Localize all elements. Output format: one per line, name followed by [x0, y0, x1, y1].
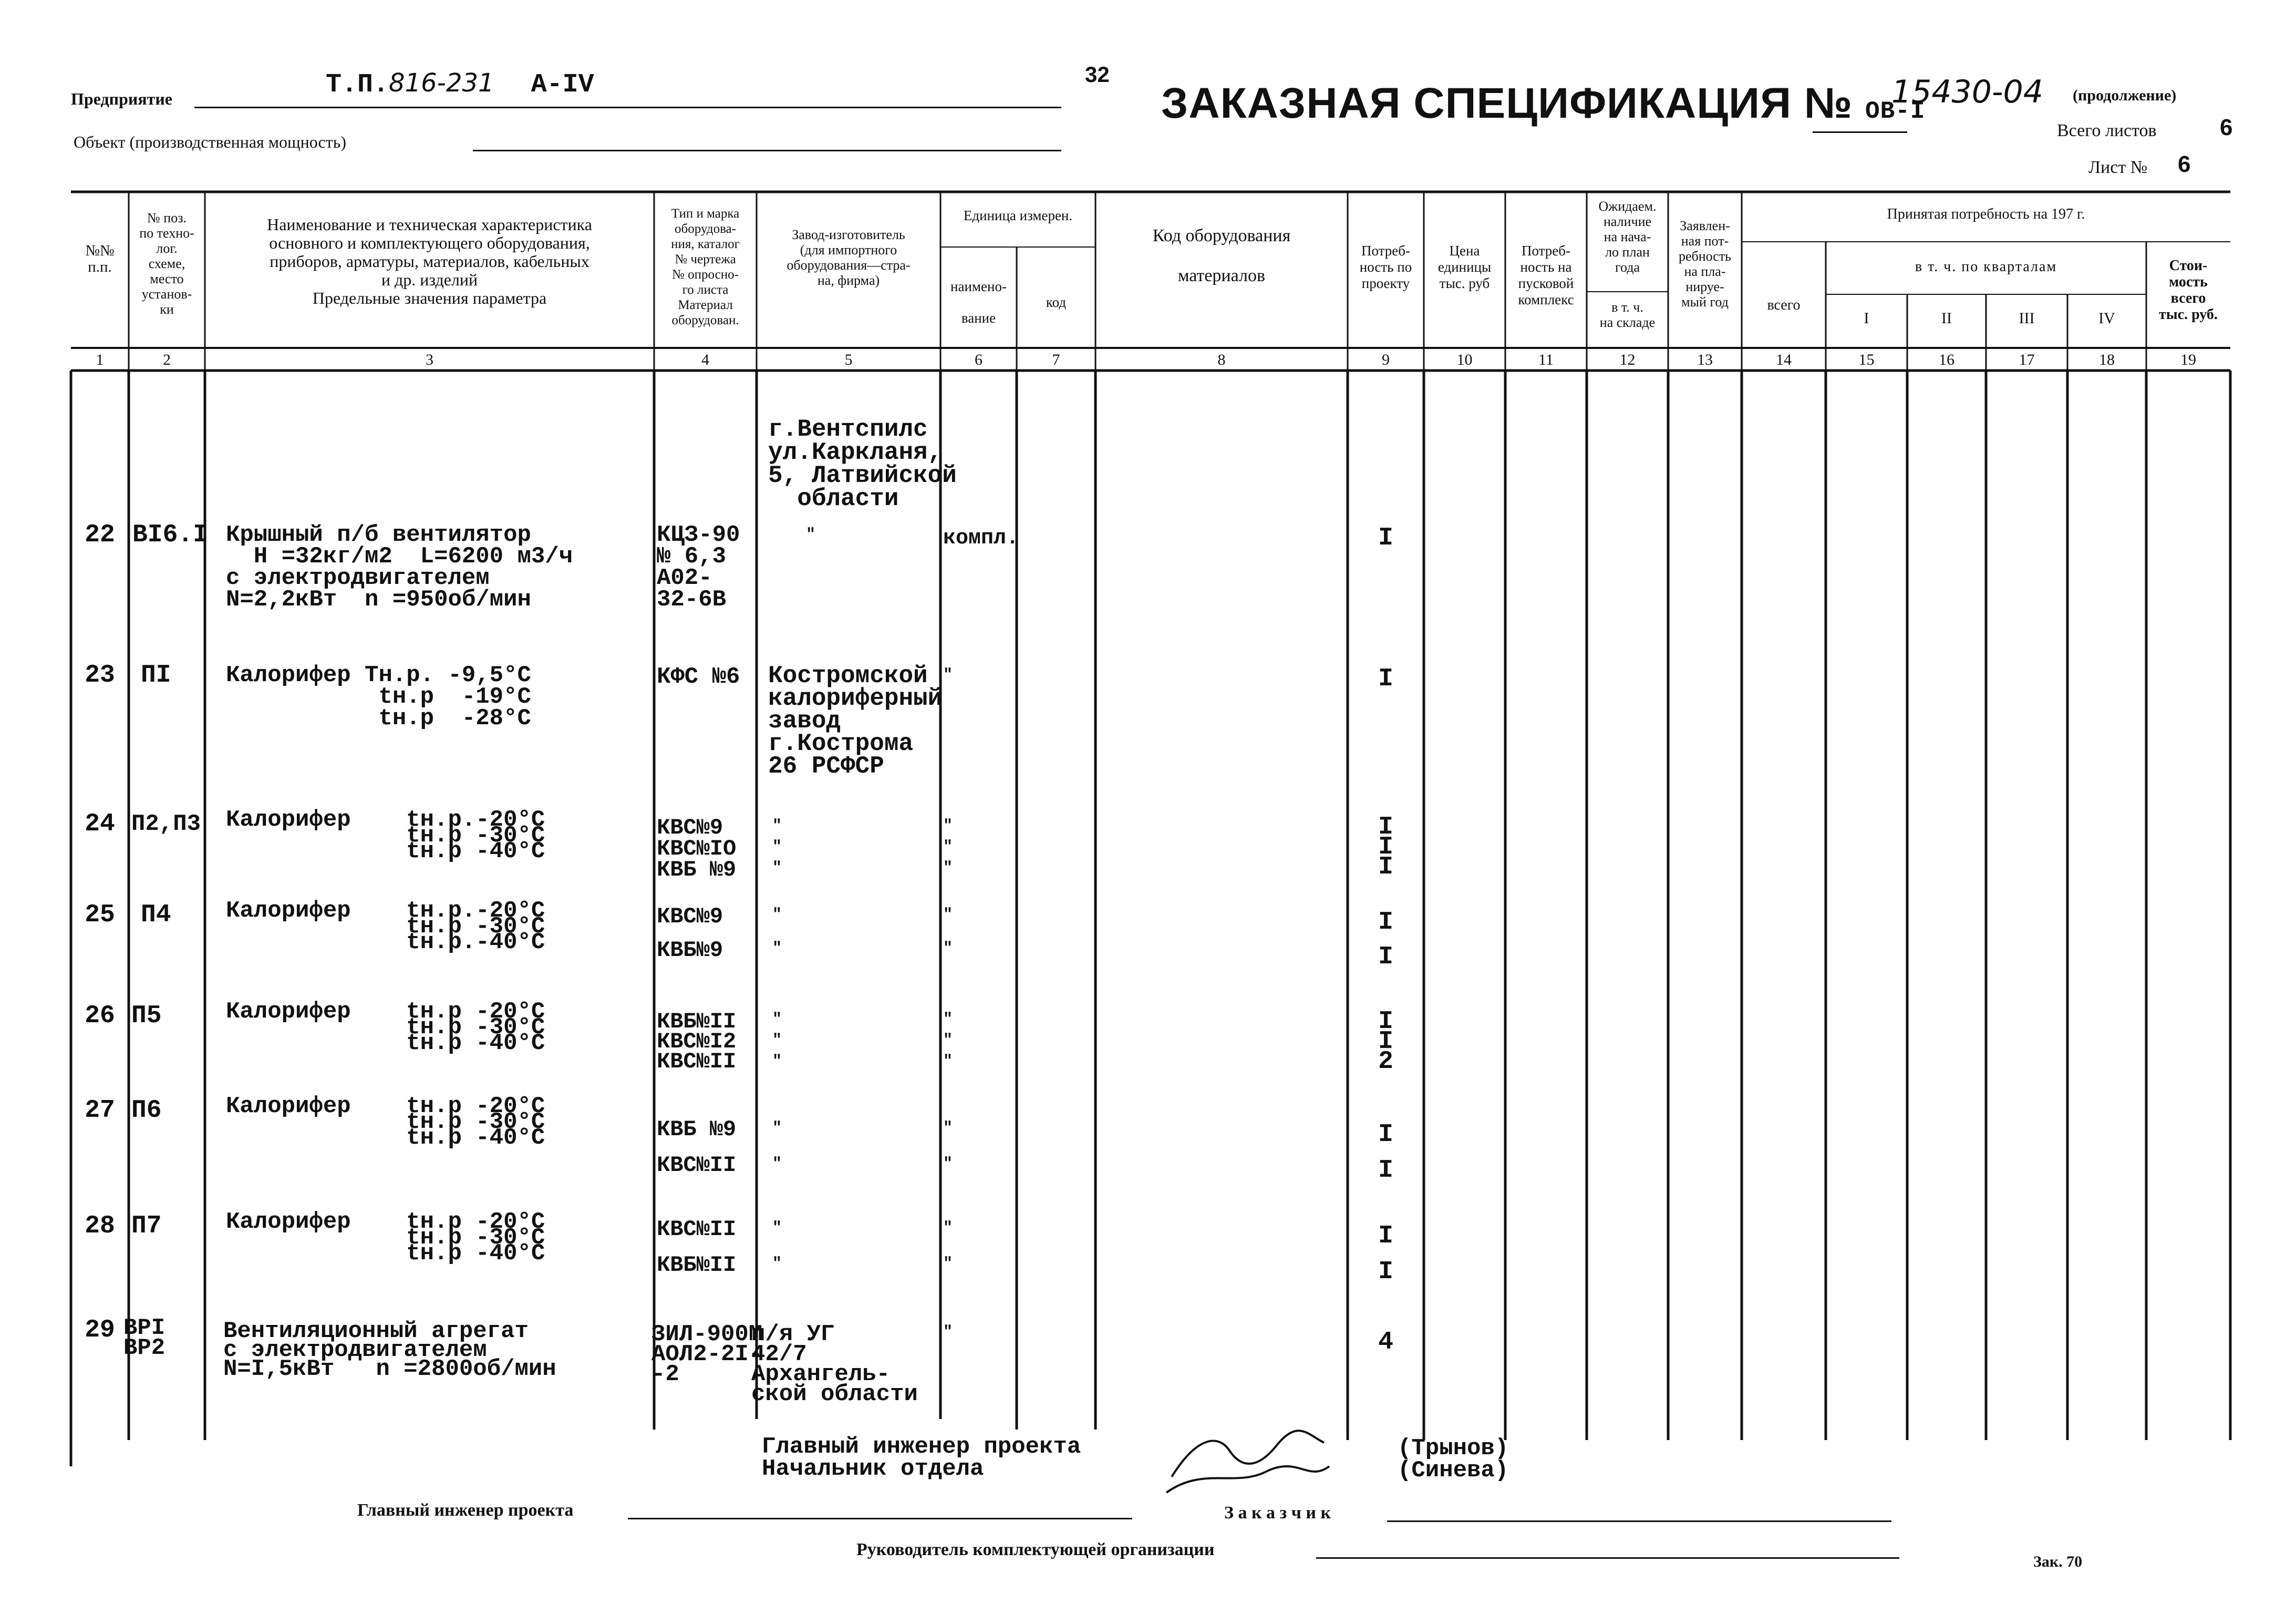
col-header-q1: I	[1864, 310, 1869, 327]
row-maker: п/я УГ 42/7 Архангель- ской области	[751, 1321, 918, 1407]
row-maker: "	[778, 526, 816, 544]
order-number: Зак. 70	[2033, 1553, 2083, 1570]
row-position: BPI BP2	[123, 1315, 166, 1361]
col-number-2: 2	[163, 351, 171, 368]
row-type: КФС №6	[657, 664, 740, 690]
row-maker: Костромской калориферный завод г.Кострома 26 РСФСР	[768, 662, 943, 780]
row-name: Крышный п/б вентилятор H =32кг/м2 L=6200 м3/ч с электродвигателем N=2,2кВт n =950об/мин	[226, 522, 573, 613]
spec-number: 15430-04	[1891, 74, 2043, 110]
row-type: КВС№9 КВБ№9	[657, 904, 723, 963]
col-header-q3: III	[2019, 310, 2035, 327]
col-header-2: № поз. по техно- лог. схеме, место установ- ки	[139, 210, 194, 317]
row-maker: " "	[772, 1219, 782, 1273]
row-number: 27	[85, 1096, 115, 1125]
col-header-12b: в т. ч. на складе	[1599, 300, 1656, 330]
col-header-19: Стои- мость всего тыс. руб.	[2159, 258, 2218, 323]
col-number-9: 9	[1382, 351, 1390, 368]
project-code: Т.П.816-231 А-IV	[326, 68, 594, 100]
footer-customer-label: З а к а з ч и к	[1224, 1503, 1331, 1523]
row-number: 29	[85, 1316, 115, 1344]
row-position: П7	[131, 1212, 162, 1240]
col-number-4: 4	[701, 351, 709, 368]
col-number-11: 11	[1538, 351, 1554, 368]
row-name: Вентиляционный агрегат с электродвигателем N=I,5кВт n =2800об/мин	[223, 1318, 556, 1382]
row-number: 24	[85, 810, 115, 838]
sheet-number: 6	[2178, 151, 2191, 177]
row-unit: "	[943, 666, 953, 684]
col-header-3: Наименование и техническая характеристика основного и комплектующего оборудования, приборов, арматуры, материалов, кабельных и др. изделий Предельные значения параметра	[267, 215, 592, 307]
row-type: КЦЗ-90 № 6,3 А02- 32-6В	[657, 522, 740, 613]
row-unit: " "	[943, 906, 953, 958]
total-sheets: 6	[2220, 115, 2233, 140]
row-position: П2,П3	[131, 811, 201, 837]
col-number-16: 16	[1939, 351, 1954, 368]
col-header-13: Заявлен- ная пот- ребность на пла- нируе- мый год	[1678, 218, 1732, 310]
row-unit: " "	[943, 1219, 953, 1273]
footer-chief-engineer-line	[628, 1518, 1132, 1519]
sign-department-head: Начальник отдела	[762, 1456, 984, 1482]
col-header-1: №№ п.п.	[85, 242, 115, 275]
col-header-4: Тип и марка оборудова- ния, каталог № чертежа № опросно- го листа Материал оборудован.	[671, 207, 740, 327]
row-unit: компл.	[943, 527, 1019, 550]
row-number: 23	[85, 661, 115, 690]
sign-name-1: (Трынов)	[1398, 1435, 1509, 1462]
col-header-12: Ожидаем. наличие на нача- ло план года	[1598, 199, 1657, 275]
col-header-14: всего	[1767, 297, 1801, 313]
row-type: КВБ №9 КВС№II	[657, 1117, 737, 1178]
col-number-5: 5	[844, 351, 853, 368]
col-number-12: 12	[1619, 351, 1636, 368]
row-maker: " " "	[772, 1011, 782, 1071]
row-position: П4	[141, 901, 171, 929]
col-header-5: Завод-изготовитель (для импортного оборудования—стра- на, фирма)	[787, 227, 911, 288]
sign-chief-engineer: Главный инженер проекта	[762, 1434, 1081, 1460]
row-position: П6	[131, 1096, 162, 1125]
footer-organization-head-label: Руководитель комплектующей организации	[856, 1540, 1215, 1559]
row-qty: I	[1378, 524, 1393, 552]
row-type: КВБ№II КВС№I2 КВС№II	[657, 1009, 737, 1074]
continuation-note: (продолжение)	[2073, 87, 2177, 104]
col-header-6: наимено- вание	[950, 279, 1007, 326]
row-qty: I I	[1378, 1120, 1393, 1185]
row-name: Калорифер tн.р -20°С tн.р -30°С tн.р -40°С	[226, 1209, 545, 1267]
col-header-10: Цена единицы тыс. руб	[1437, 243, 1492, 291]
col-number-8: 8	[1217, 351, 1226, 368]
row-qty: I I	[1378, 1222, 1393, 1286]
row-position: BI6.I	[132, 521, 209, 549]
col-number-10: 10	[1456, 351, 1473, 368]
row-unit: " " "	[943, 1011, 953, 1071]
row-unit: " "	[943, 1119, 953, 1173]
row-number: 26	[85, 1002, 115, 1030]
top-manufacturer-address: г.Вентспилс ул.Каркланя, 5, Латвийской области	[768, 416, 957, 512]
row-maker: " " "	[772, 817, 782, 877]
footer-organization-head-line	[1316, 1557, 1899, 1559]
row-type: КВС№II КВБ№II	[657, 1217, 737, 1278]
row-name: Калорифер tн.р.-20°С tн.р -30°С tн.р -40°С	[226, 807, 545, 865]
object-label: Объект (производственная мощность)	[74, 132, 346, 151]
row-position: ПI	[141, 661, 171, 690]
row-qty: 4	[1378, 1328, 1393, 1356]
col-header-q4: IV	[2098, 310, 2115, 327]
col-number-15: 15	[1858, 351, 1875, 368]
col-number-19: 19	[2180, 351, 2196, 368]
col-header-9: Потреб- ность по проекту	[1359, 243, 1412, 291]
col-header-11: Потреб- ность на пусковой комплекс	[1518, 243, 1574, 307]
row-name: Калорифер tн.р.-20°С tн.р -30°С tн.р.-40°С	[226, 898, 545, 955]
page-number: 32	[1085, 62, 1110, 87]
col-number-14: 14	[1776, 351, 1792, 368]
col-header-accepted: Принятая потребность на 197 г.	[1887, 206, 2085, 222]
col-number-6: 6	[975, 351, 982, 368]
col-number-13: 13	[1697, 351, 1713, 368]
signature-mark	[1156, 1414, 1335, 1503]
row-maker: " "	[772, 906, 782, 958]
footer-customer-line	[1387, 1520, 1891, 1522]
row-qty: I I	[1378, 908, 1393, 971]
col-number-17: 17	[2019, 351, 2035, 368]
row-maker: " "	[772, 1119, 782, 1173]
row-name: Калорифер Тн.р. -9,5°С tн.р -19°С tн.р -28°С	[226, 662, 531, 732]
row-unit: " " "	[943, 817, 953, 877]
enterprise-label: Предприятие	[71, 89, 172, 108]
col-header-7: код	[1046, 294, 1067, 310]
row-qty: I I 2	[1378, 1008, 1393, 1076]
col-header-q2: II	[1941, 310, 1952, 327]
col-number-3: 3	[426, 351, 433, 368]
col-number-7: 7	[1052, 351, 1060, 368]
col-header-8: Код оборудования материалов	[1152, 226, 1291, 285]
row-number: 28	[85, 1212, 115, 1240]
row-type: КВС№9 КВС№IО КВБ №9	[657, 815, 737, 882]
total-sheets-label: Всего листов	[2057, 121, 2157, 140]
spec-title: ЗАКАЗНАЯ СПЕЦИФИКАЦИЯ № ОВ-I	[1161, 79, 1926, 127]
row-number: 25	[85, 901, 115, 929]
row-unit: "	[943, 1323, 953, 1341]
col-header-unit-group: Единица измерен.	[963, 208, 1073, 223]
row-qty: I	[1378, 665, 1393, 693]
col-header-quarters: в т. ч. по кварталам	[1915, 259, 2057, 275]
row-name: Калорифер tн.р -20°С tн.р -30°С tн.р -40°С	[226, 1093, 545, 1151]
col-number-1: 1	[96, 351, 104, 368]
row-qty: I I I	[1378, 813, 1393, 881]
footer-chief-engineer-label: Главный инженер проекта	[357, 1500, 574, 1520]
sheet-label: Лист №	[2088, 158, 2148, 177]
col-number-18: 18	[2099, 351, 2115, 368]
row-number: 22	[85, 521, 115, 549]
row-type: ЗИЛ-900М АОЛ2-2I- -2	[651, 1321, 763, 1387]
row-position: П5	[131, 1002, 162, 1030]
sign-name-2: (Синева)	[1398, 1457, 1509, 1484]
row-name: Калорифер tн.р -20°С tн.р -30°С tн.р -40°С	[226, 999, 545, 1056]
